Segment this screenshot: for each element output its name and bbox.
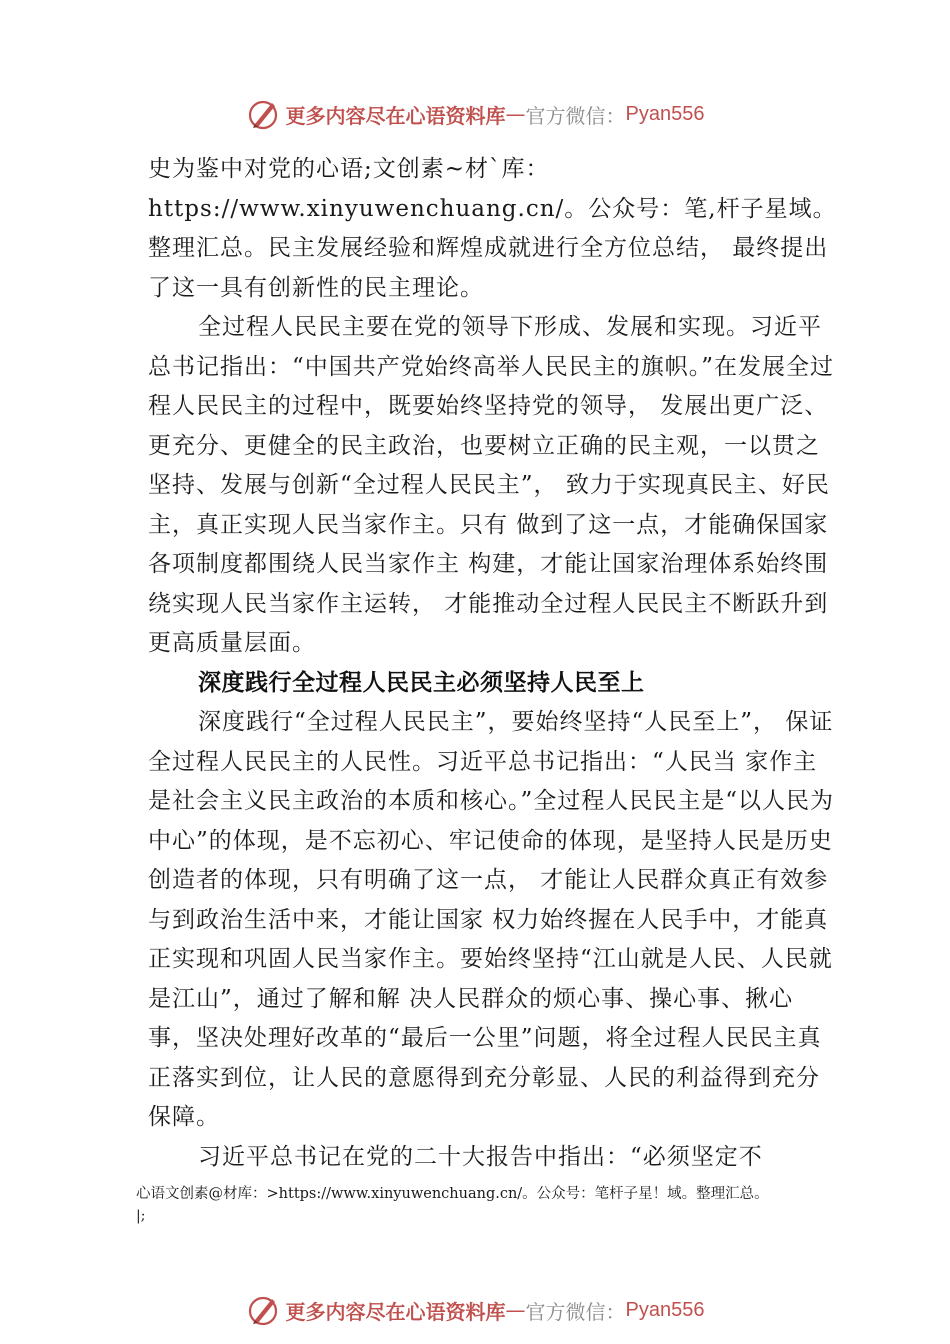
banner-account: Pyan556 [625, 1298, 705, 1321]
header-banner [0, 94, 950, 134]
footer-banner [0, 1290, 950, 1330]
paragraph-2: 全过程人民民主要在党的领导下形成、发展和实现。习近平总书记指出：“中国共产党始终高举人民民主的旗帜。”在发展全过程人民民主的过程中，既要始终坚持党的领导， 发展出更广泛、更充分、更健全的民主政治，也要树立正确的民主观，一以贯之坚持、发展与创新“全过程人民民主”， 致力于实现真民主、好民主，真正实现人民当家作主。只有 做到了这一点，才能确保国家各项制度都围绕人民当家作主 构建，才能让国家治理体系始终围绕实现人民当家作主运转， 才能推动全过程人民民主不断跃升到更高质量层面。 [148, 314, 835, 656]
banner-official-label: 官方微信： [525, 103, 626, 128]
footer-note-text: 心语文创素@材库：>https://www.xinyuwenchuang.cn/。公众号：笔杆子星！域。整理汇总。 [136, 1186, 769, 1202]
banner-official-label: 官方微信： [525, 1299, 626, 1324]
footer-note [136, 1183, 926, 1227]
banner-dash: — [505, 1298, 526, 1322]
pen-writing-logo-icon [246, 1293, 280, 1327]
paragraph-3: 深度践行“全过程人民民主”，要始终坚持“人民至上”， 保证全过程人民民主的人民性。习近平总书记指出：“人民当 家作主是社会主义民主政治的本质和核心。”全过程人民民主是“以人民为中心”的体现，是不忘初心、牢记使命的体现，是坚持人民是历史创造者的体现，只有明确了这一点， 才能让人民群众真正有效参与到政治生活中来，才能让国家 权力始终握在人民手中，才能真正实现和巩固人民当家作主。要始终坚持“江山就是人民、人民就是江山”，通过了解和解 决人民群众的烦心事、操心事、揪心事，坚决处理好改革的“最后一公里”问题，将全过程人民民主真正落实到位，让人民的意愿得到充分彰显、人民的利益得到充分保障。 [148, 709, 835, 1130]
paragraph-4: 习近平总书记在党的二十大报告中指出：“必须坚定不 [198, 1143, 763, 1170]
paragraph-1: 史为鉴中对党的心语;文创素~材`库：https://www.xinyuwenchuang.cn/。公众号：笔,杆子星域。整理汇总。民主发展经验和辉煌成就进行全方位总结， 最终提出了这一具有创新性的民主理论。 [148, 156, 837, 301]
footer-cursor: |; [136, 1208, 146, 1224]
pen-writing-logo-icon [246, 97, 280, 131]
banner-dash: — [505, 102, 526, 126]
section-heading: 深度践行全过程人民民主必须坚持人民至上 [198, 669, 645, 696]
banner-account: Pyan556 [625, 102, 705, 125]
banner-main-text: 更多内容尽在心语资料库 [285, 1299, 506, 1324]
banner-main-text: 更多内容尽在心语资料库 [285, 103, 506, 128]
document-body [148, 150, 838, 1177]
